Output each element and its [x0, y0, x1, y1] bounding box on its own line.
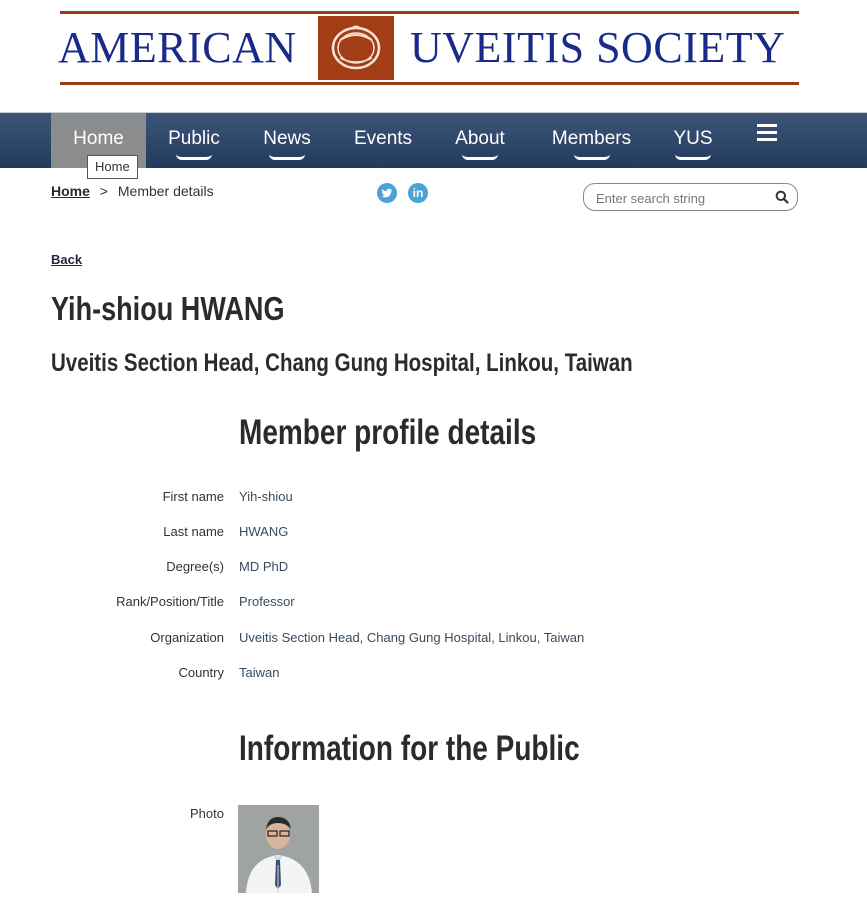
nav-about[interactable]	[446, 113, 514, 168]
page-title: Yih-shiou HWANG	[51, 290, 285, 327]
nav-members[interactable]	[540, 113, 643, 168]
field-label: Last name	[163, 524, 224, 539]
member-photo	[238, 805, 319, 893]
chevron-down-icon	[176, 154, 212, 160]
breadcrumb-separator: >	[99, 183, 108, 199]
search-box	[583, 183, 798, 211]
nav-home[interactable]: Home	[51, 113, 146, 168]
chevron-down-icon	[269, 154, 305, 160]
search-icon[interactable]	[775, 190, 789, 204]
field-label: Country	[178, 665, 224, 680]
field-value: Yih-shiou	[239, 489, 293, 504]
chevron-down-icon	[574, 154, 610, 160]
field-value: HWANG	[239, 524, 289, 539]
nav-yus-label: YUS	[673, 128, 713, 149]
field-value: Professor	[239, 594, 295, 609]
nav-news[interactable]	[254, 113, 320, 168]
nav-public-label: Public	[168, 128, 220, 149]
twitter-icon[interactable]	[377, 183, 397, 203]
nav-events[interactable]: Events	[353, 128, 413, 149]
logo-rule-bottom	[60, 82, 799, 85]
photo-label: Photo	[190, 806, 224, 821]
public-section-heading: Information for the Public	[239, 729, 580, 768]
field-value: Taiwan	[239, 665, 280, 680]
logo-rule-top	[60, 11, 799, 14]
field-label: First name	[162, 489, 224, 504]
field-label: Rank/Position/Title	[116, 594, 224, 609]
field-value: Uveitis Section Head, Chang Gung Hospital, Linkou, Taiwan	[239, 630, 585, 645]
home-tooltip: Home	[87, 155, 138, 179]
hamburger-icon[interactable]	[757, 124, 777, 145]
field-label: Organization	[150, 630, 224, 645]
nav-members-label: Members	[551, 128, 632, 149]
eye-emblem-icon[interactable]	[318, 16, 394, 80]
logo-text-left[interactable]: AMERICAN	[58, 23, 297, 72]
chevron-down-icon	[462, 154, 498, 160]
linkedin-icon[interactable]: in	[408, 183, 428, 203]
nav-yus[interactable]	[667, 113, 719, 168]
nav-about-label: About	[455, 128, 505, 149]
breadcrumb	[51, 183, 214, 199]
profile-section-heading: Member profile details	[239, 413, 537, 452]
breadcrumb-current: Member details	[117, 183, 214, 199]
logo-text-right[interactable]: UVEITIS SOCIETY	[410, 23, 786, 72]
nav-public[interactable]	[158, 113, 230, 168]
page-subtitle: Uveitis Section Head, Chang Gung Hospital, Linkou, Taiwan	[51, 349, 633, 377]
nav-news-label: News	[263, 128, 311, 149]
back-link[interactable]: Back	[51, 252, 83, 267]
field-value: MD PhD	[239, 559, 289, 574]
field-label: Degree(s)	[166, 559, 224, 574]
chevron-down-icon	[675, 154, 711, 160]
site-header	[0, 0, 867, 112]
search-input[interactable]	[594, 188, 768, 208]
breadcrumb-home-link[interactable]: Home	[51, 183, 90, 199]
